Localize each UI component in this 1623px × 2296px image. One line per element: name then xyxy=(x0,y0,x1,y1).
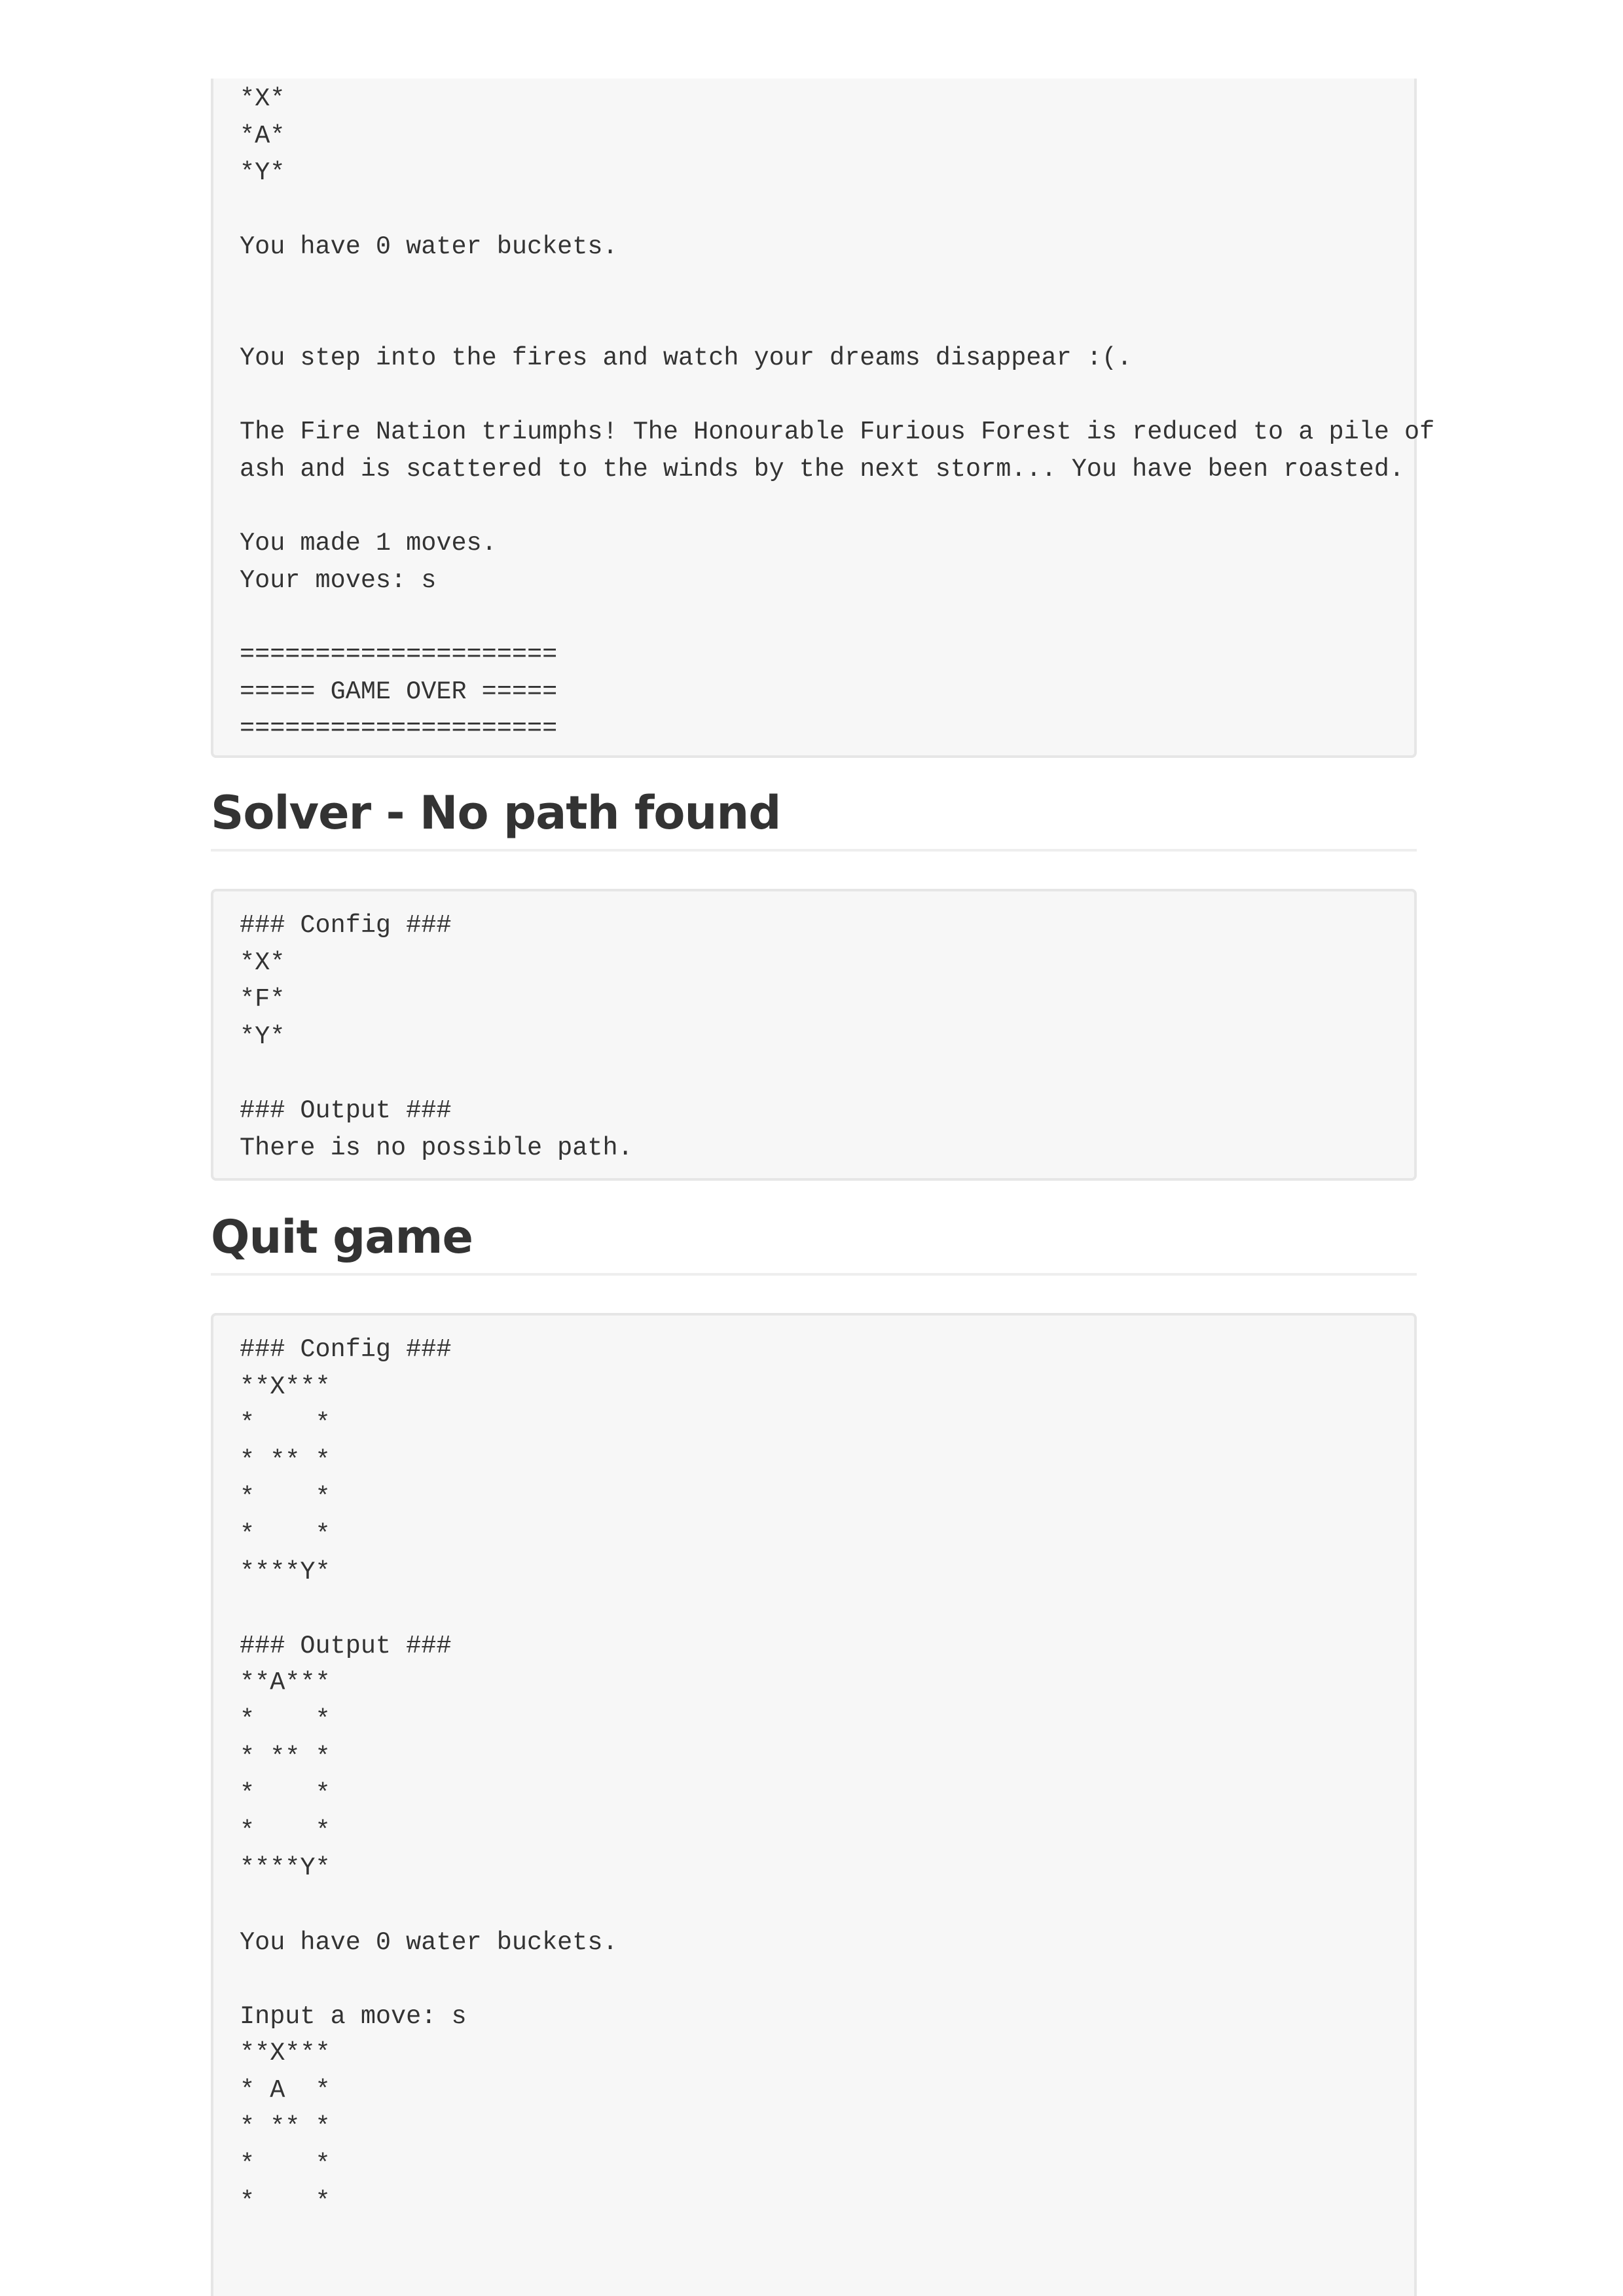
game-over-output-text: *X* *A* *Y* You have 0 water buckets. You step into the fires and watch your dreams disappear :(. The Fire Nation triumphs! The Honourable Furious Forest is reduced to a pile of ash and is scattered to the winds by the next storm... You have been roasted. You made 1 moves. Your moves: s ===================== ===== GAME OVER ===== ===================== xyxy=(240,84,1435,744)
solver-code-block xyxy=(211,889,1417,1181)
solver-output-text: ### Config ### *X* *F* *Y* ### Output ### There is no possible path. xyxy=(240,911,633,1162)
game-over-code-block xyxy=(211,79,1435,758)
quit-code-block xyxy=(211,1313,1417,2296)
solver-section-heading: Solver - No path found xyxy=(211,783,1417,852)
quit-section-heading: Quit game xyxy=(211,1208,1417,1276)
quit-output-text: ### Config ### **X*** * * * ** * * * * * ****Y* ### Output ### **A*** * * * ** * * * * * ****Y* You have 0 water buckets. Input a move: s **X*** * A * * ** * * * * * xyxy=(240,1335,618,2216)
